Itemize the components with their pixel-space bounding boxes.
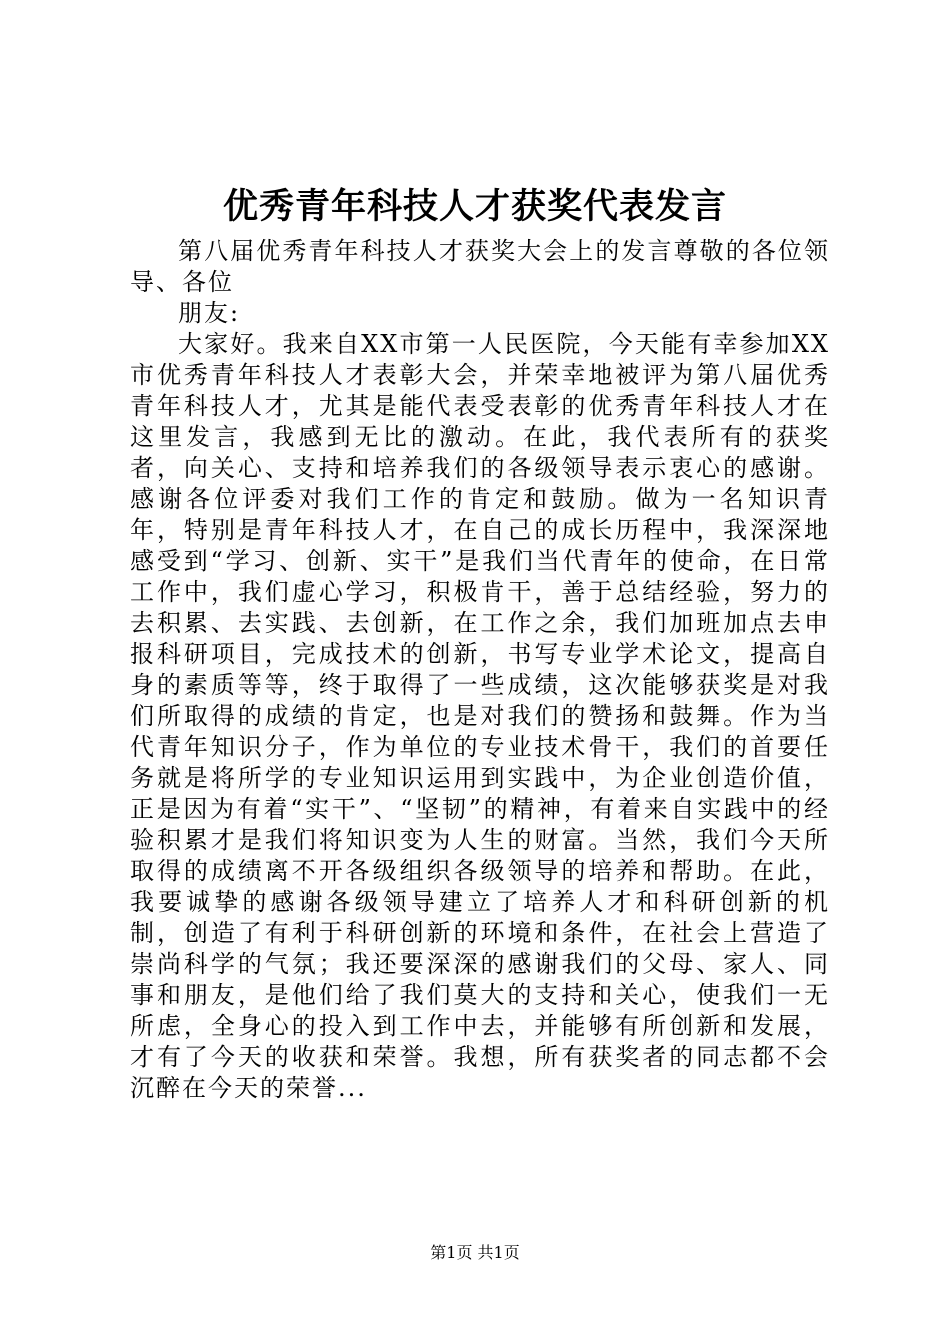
document-title: 优秀青年科技人才获奖代表发言: [222, 186, 727, 227]
document-body: [130, 236, 830, 1104]
paragraph-main: 大家好。我来自XX市第一人民医院，今天能有幸参加XX市优秀青年科技人才表彰大会，并荣幸地被评为第八届优秀青年科技人才，尤其是能代表受表彰的优秀青年科技人才在这里发言，我感到无比的激动。在此，我代表所有的获奖者，向关心、支持和培养我们的各级领导表示衷心的感谢。感谢各位评委对我们工作的肯定和鼓励。做为一名知识青年，特别是青年科技人才，在自己的成长历程中，我深深地感受到“学习、创新、实干”是我们当代青年的使命，在日常工作中，我们虚心学习，积极肯干，善于总结经验，努力的去积累、去实践、去创新，在工作之余，我们加班加点去申报科研项目，完成技术的创新，书写专业学术论文，提高自身的素质等等，终于取得了一些成绩，这次能够获奖是对我们所取得的成绩的肯定，也是对我们的赞扬和鼓舞。作为当代青年知识分子，作为单位的专业技术骨干，我们的首要任务就是将所学的专业知识运用到实践中，为企业创造价值，正是因为有着“实干”、“坚韧”的精神，有着来自实践中的经验积累才是我们将知识变为人生的财富。当然，我们今天所取得的成绩离不开各级组织各级领导的培养和帮助。在此，我要诚挚的感谢各级领导建立了培养人才和科研创新的机制，创造了有利于科研创新的环境和条件，在社会上营造了崇尚科学的气氛；我还要深深的感谢我们的父母、家人、同事和朋友，是他们给了我们莫大的支持和关心，使我们一无所虑，全身心的投入到工作中去，并能够有所创新和发展，才有了今天的收获和荣誉。我想，所有获奖者的同志都不会沉醉在今天的荣誉...: [130, 330, 830, 1102]
page-number-footer: 第1页 共1页: [430, 1243, 520, 1262]
paragraph-opening: 第八届优秀青年科技人才获奖大会上的发言尊敬的各位领导、各位: [130, 237, 830, 296]
paragraph-salutation: 朋友:: [178, 299, 241, 327]
